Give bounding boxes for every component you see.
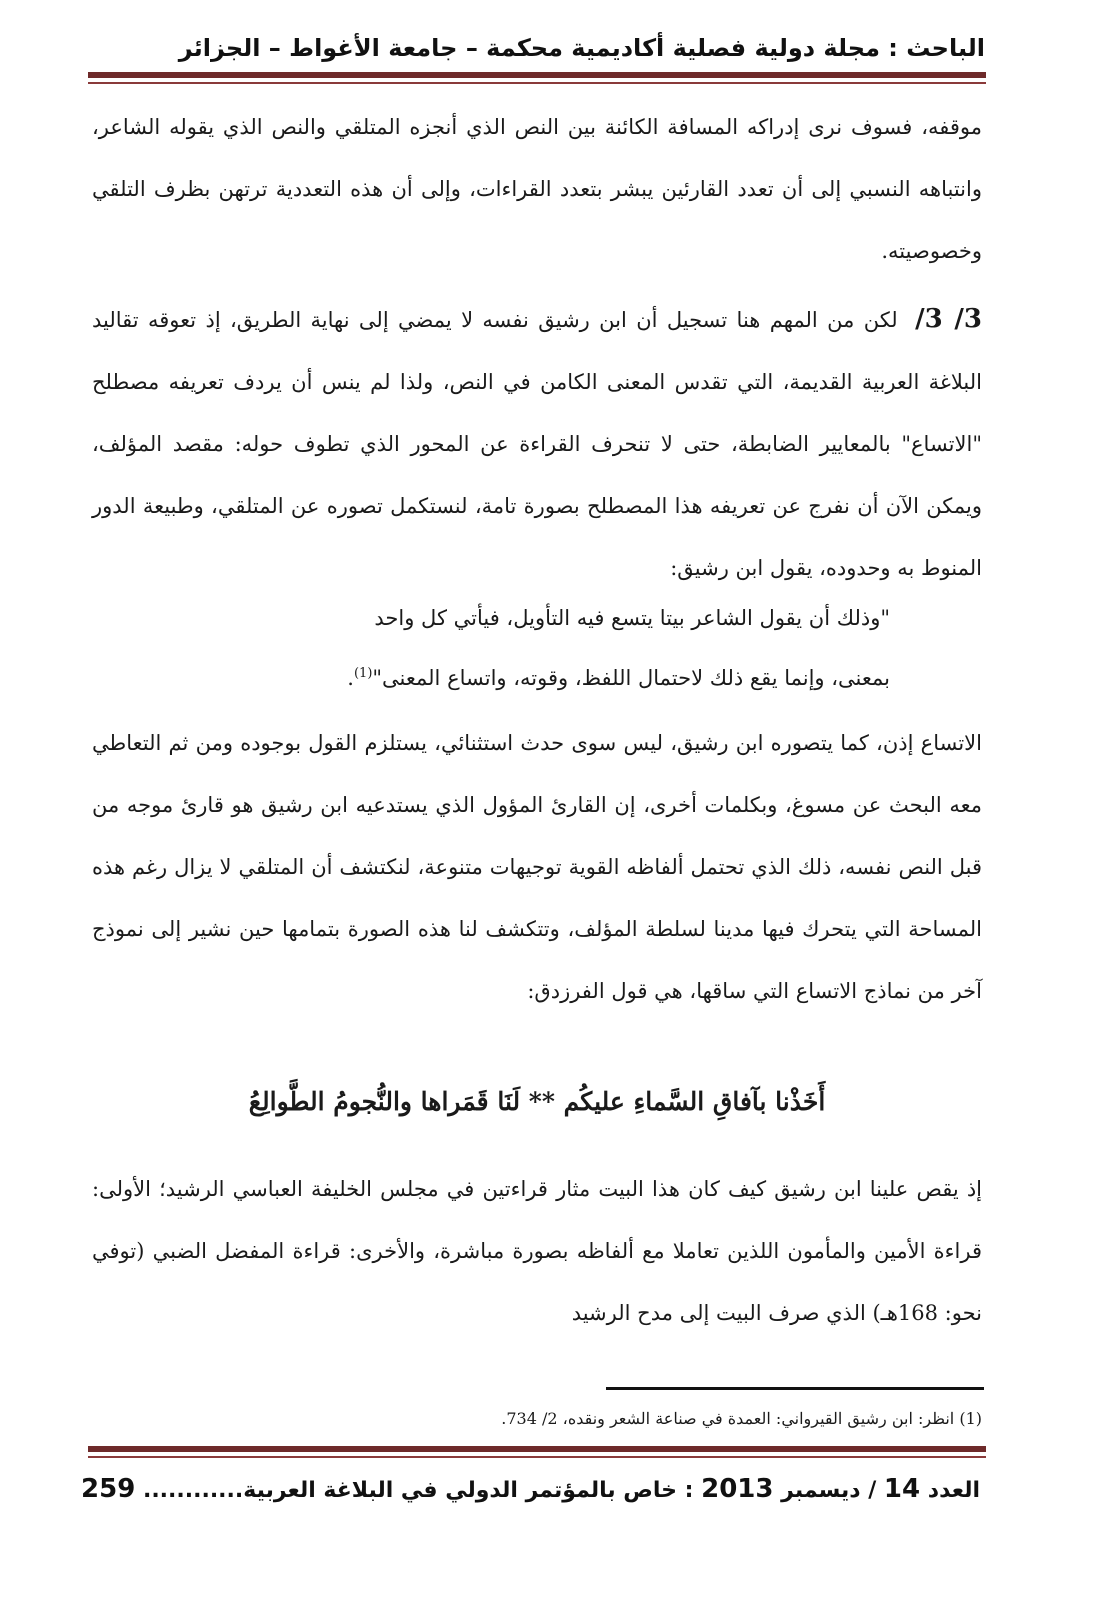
page-footer	[81, 1468, 980, 1512]
paragraph-2-body	[92, 288, 982, 599]
quote-line-2-text: بمعنى، وإنما يقع ذلك لاحتمال اللفظ، وقوته، واتساع المعنى"	[372, 666, 890, 690]
quote-end: .	[347, 666, 354, 690]
paragraph-1	[92, 96, 982, 282]
footer-separator: /	[868, 1478, 877, 1503]
journal-header: الباحث : مجلة دولية فصلية أكاديمية محكمة – جامعة الأغواط – الجزائر	[178, 34, 985, 62]
issue-month: ديسمبر	[781, 1478, 861, 1503]
header-rule-thin	[88, 82, 986, 84]
issue-year: 2013	[701, 1474, 774, 1504]
paragraph-2	[92, 288, 982, 599]
paragraph-3	[92, 712, 982, 1022]
paragraph-3-text: الاتساع إذن، كما يتصوره ابن رشيق، ليس سوى حدث استثنائي، يستلزم القول بوجوده ومن ثم التعاطي معه البحث عن مسوغ، وبكلمات أخرى، إن القارئ المؤول الذي يستدعيه ابن رشيق هو قارئ موجه من قبل النص نفسه، ذلك الذي تحتمل ألفاظه القوية توجيهات متنوعة، لنكتشف أن المتلقي لا يزال رغم هذه المساحة التي يتحرك فيها مدينا لسلطة المؤلف، وتتكشف لنا هذه الصورة بتمامها حين نشير إلى نموذج آخر من نماذج الاتساع التي ساقها، هي قول الفرزدق:	[92, 731, 982, 1003]
footer-rule-thin	[88, 1456, 986, 1458]
footnote-ref: (1)	[353, 666, 373, 681]
quote-line-1: "وذلك أن يقول الشاعر بيتا يتسع فيه التأويل، فيأتي كل واحد	[374, 606, 890, 630]
footnote-separator	[606, 1387, 984, 1390]
issue-number: 14	[883, 1474, 921, 1504]
paragraph-1-text: موقفه، فسوف نرى إدراكه المسافة الكائنة بين النص الذي أنجزه المتلقي والنص الذي يقوله الشاعر، وانتباهه النسبي إلى أن تعدد القارئين يبشر بتعدد القراءات، وإلى أن هذه التعددية ترتهن بظرف التلقي وخصوصيته.	[92, 115, 982, 263]
quotation-block	[190, 588, 890, 708]
paragraph-2-text: لكن من المهم هنا تسجيل أن ابن رشيق نفسه لا يمضي إلى نهاية الطريق، إذ تعوقه تقاليد البلاغة العربية القديمة، التي تقدس المعنى الكامن في النص، ولذا لم ينس أن يردف تعريفه مصطلح "الاتساع" بالمعايير الضابطة، حتى لا تنحرف القراءة عن المحور الذي تطوف حوله: مقصد المؤلف، ويمكن الآن أن نفرج عن تعريفه هذا المصطلح بصورة تامة، لنستكمل تصوره عن المتلقي، وطبيعة الدور المنوط به وحدوده، يقول ابن رشيق:	[92, 308, 982, 580]
poetry-verse: أَخَذْنا بآفاقِ السَّماءِ عليكُم ** لَنَا قَمَراها والنُّجومُ الطَّوالِعُ	[248, 1087, 826, 1116]
footer-rule-thick	[88, 1446, 986, 1452]
issue-description: : خاص بالمؤتمر الدولي في البلاغة العربية............	[142, 1478, 694, 1503]
footnote: (1) انظر: ابن رشيق القيرواني: العمدة في صناعة الشعر ونقده، 2/ 734.	[501, 1409, 982, 1428]
page-number: 259	[81, 1474, 136, 1504]
section-number: 3/ 3/	[915, 304, 982, 334]
paragraph-4	[92, 1158, 982, 1344]
header-rule-thick	[88, 72, 986, 78]
paragraph-4-text: إذ يقص علينا ابن رشيق كيف كان هذا البيت مثار قراءتين في مجلس الخليفة العباسي الرشيد؛ الأولى: قراءة الأمين والمأمون اللذين تعاملا مع ألفاظه بصورة مباشرة، والأخرى: قراءة المفضل الضبي (توفي نحو: 168هـ) الذي صرف البيت إلى مدح الرشيد	[92, 1177, 982, 1325]
quote-line-2	[190, 648, 890, 708]
issue-label: العدد	[927, 1478, 980, 1503]
